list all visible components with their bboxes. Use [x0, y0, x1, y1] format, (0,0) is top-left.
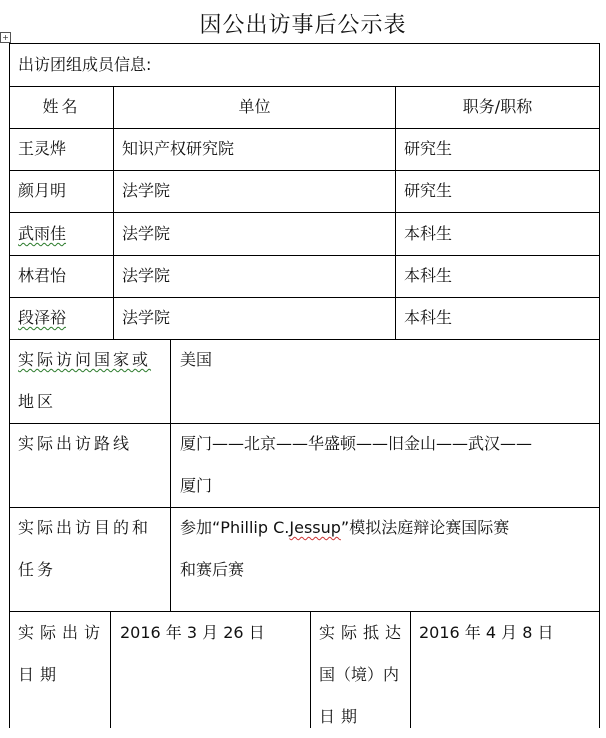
route-label: 实际出访路线 — [18, 434, 133, 453]
purpose-value-line1 — [180, 507, 509, 549]
purpose-label-line1: 实际出访目的和 — [18, 518, 152, 537]
country-value: 美国 — [180, 350, 213, 369]
member-name: 武雨佳 — [18, 224, 67, 243]
arrive-label-line1: 实际抵达 — [319, 623, 408, 642]
purpose-label-line2: 任务 — [18, 560, 57, 579]
member-unit: 知识产权研究院 — [122, 139, 235, 158]
purpose-pre: 参加“ — [180, 518, 221, 537]
purpose-post: ”模拟法庭辩论赛国际赛 — [340, 518, 510, 537]
country-label-line1: 实际访问国家或 — [18, 350, 152, 369]
member-name: 王灵烨 — [18, 139, 67, 158]
member-unit: 法学院 — [122, 308, 171, 327]
member-unit: 法学院 — [122, 181, 171, 200]
arrive-label-line3: 日期 — [319, 707, 364, 726]
route-value-line1: 厦门——北京——华盛顿——旧金山——武汉—— — [180, 434, 533, 453]
member-name: 林君怡 — [18, 266, 67, 285]
member-position: 本科生 — [404, 308, 453, 327]
header-name: 姓名 — [42, 97, 81, 116]
group-info-label: 出访团组成员信息: — [18, 55, 152, 74]
header-position: 职务/职称 — [462, 97, 533, 116]
header-unit: 单位 — [238, 97, 271, 116]
purpose-name-middle: C. — [268, 518, 290, 537]
member-position: 研究生 — [404, 139, 453, 158]
purpose-name-last: Jessup — [289, 518, 341, 537]
purpose-name-first: Phillip — [220, 518, 269, 537]
member-position: 研究生 — [404, 181, 453, 200]
depart-date-value: 2016 年 3 月 26 日 — [120, 623, 265, 642]
country-label-line2: 地区 — [18, 392, 57, 411]
table-anchor-icon[interactable]: + — [0, 32, 11, 43]
route-value-line2: 厦门 — [180, 476, 213, 495]
member-position: 本科生 — [404, 224, 453, 243]
member-name: 段泽裕 — [18, 308, 67, 327]
member-unit: 法学院 — [122, 224, 171, 243]
member-unit: 法学院 — [122, 266, 171, 285]
purpose-value-line2: 和赛后赛 — [180, 560, 245, 579]
arrive-label-line2: 国（境）内 — [319, 665, 400, 684]
member-position: 本科生 — [404, 266, 453, 285]
page-title: 因公出访事后公示表 — [199, 13, 407, 38]
depart-label-line2: 日期 — [18, 665, 63, 684]
country-label — [18, 339, 151, 381]
arrive-date-value: 2016 年 4 月 8 日 — [419, 623, 554, 642]
member-name: 颜月明 — [18, 181, 67, 200]
depart-label-line1: 实际出访 — [18, 623, 107, 642]
